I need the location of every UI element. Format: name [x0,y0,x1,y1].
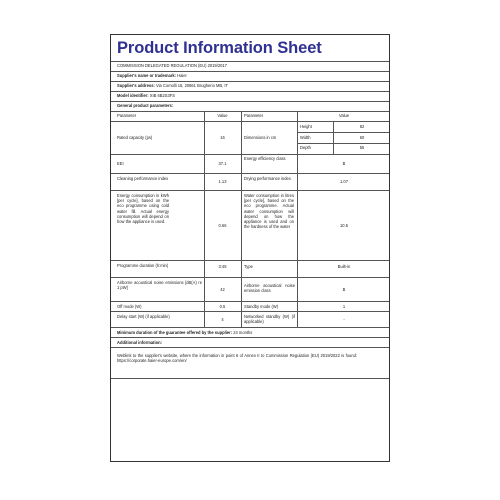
supplier-address [117,83,228,88]
regulation-text: COMMISSION DELEGATED REGULATION (EU) 2019/2017 [117,63,227,68]
drying-value: 1.07 [340,179,348,184]
depth-label: Depth [300,145,311,150]
noise-emissions-value: 42 [220,287,225,292]
divider [111,378,389,379]
divider [111,260,389,261]
off-mode-value: 0.5 [219,304,226,309]
standby-mode-value: 1 [342,304,346,309]
noise-class-label: Airborne acoustical noise emission class [244,283,295,294]
programme-duration-label: Programme duration (h:min) [117,263,169,268]
cleaning-value: 1.13 [218,179,227,184]
water-consumption-value: 10.5 [340,223,348,228]
programme-duration-value: 3:45 [218,264,227,269]
energy-class-label: Energy efficiency class [244,156,286,161]
depth-value: 55 [359,145,365,150]
rated-capacity-value: 16 [220,135,225,140]
divider [111,337,389,338]
divider [111,121,389,122]
supplier-address-label: Supplier's address: [117,83,155,88]
header-parameter: Parameter [244,113,264,118]
column-divider [241,111,242,328]
noise-class-value: B [342,287,346,292]
divider [111,301,389,302]
water-consumption-label: Water consumption in litres [per cycle], based on the eco programme. Actual water consumption will depend on how the appliance is used and on the hardness of the water [244,193,294,230]
divider [297,143,389,144]
column-divider [297,111,298,328]
delay-start-value: 4 [221,317,224,322]
height-value: 82 [359,124,365,129]
divider [111,81,389,82]
energy-class-value: B [342,161,346,166]
header-parameter: Parameter [117,113,137,118]
width-value: 60 [359,135,365,140]
divider [111,173,389,174]
networked-standby-label: Networked standby (W) (if applicable) [244,314,295,325]
networked-standby-value: - [343,317,345,322]
supplier-address-value: Via Comolli 16, 20861 Brugherio MB, IT [155,83,229,88]
divider [111,277,389,278]
divider [111,111,389,112]
divider [297,132,389,133]
eei-label: EEI [117,161,124,166]
page-title: Product Information Sheet [117,39,322,57]
header-value: Value [217,113,228,118]
divider [111,91,389,92]
supplier-name-label: Supplier's name or trademark: [117,73,176,78]
model-identifier-value: XIB 6B2S3FS [149,93,176,98]
header-value: Value [338,113,350,118]
divider [111,327,389,328]
delay-start-label: Delay start (W) (if applicable) [117,314,170,319]
type-label: Type [244,264,253,269]
noise-emissions-label: Airborne acoustical noise emissions [dB(A) re 1 pW] [117,280,202,291]
drying-label: Drying performance index [244,176,291,181]
divider [111,154,389,155]
divider [111,190,389,191]
supplier-name-value: Haier [177,73,187,78]
dimensions-label: Dimensions in cm [244,135,277,140]
energy-consumption-value: 0.66 [218,223,227,228]
general-parameters-label: General product parameters: [117,103,174,108]
height-label: Height [300,124,312,129]
divider [111,347,389,348]
guarantee-value: 24 months [233,330,253,335]
energy-consumption-label: Energy consumption in kWh [per cycle], based on the eco programme using cold water fill. Actual energy consumption will depend on how the appliance is used. [117,193,169,225]
standby-mode-label: Standby mode (W) [244,304,279,309]
divider [111,71,389,72]
rated-capacity-label: Rated capacity (ps) [117,135,153,140]
column-divider [204,111,205,328]
width-label: Width [300,135,311,140]
divider [111,61,389,62]
guarantee-label: Minimum duration of the guarantee offered by the supplier: [117,330,233,335]
divider [111,311,389,312]
type-value: Built-in [337,264,351,269]
off-mode-label: Off mode (W) [117,304,142,309]
model-identifier-label: Model identifier: [117,93,149,98]
product-information-sheet [110,34,390,462]
guarantee [117,330,252,335]
cleaning-label: Cleaning performance index [117,176,169,181]
divider [111,101,389,102]
supplier-name [117,73,187,78]
additional-label: Additional information: [117,340,163,345]
eei-value: 37.1 [218,161,227,166]
weblink-text: Weblink to the supplier's website, where the information in point 6 of Annex II to Commission Regulation (EU) 2019/2022 is found: https://corporate.haier-europe.com/en/ [117,353,357,364]
model-identifier [117,93,175,98]
